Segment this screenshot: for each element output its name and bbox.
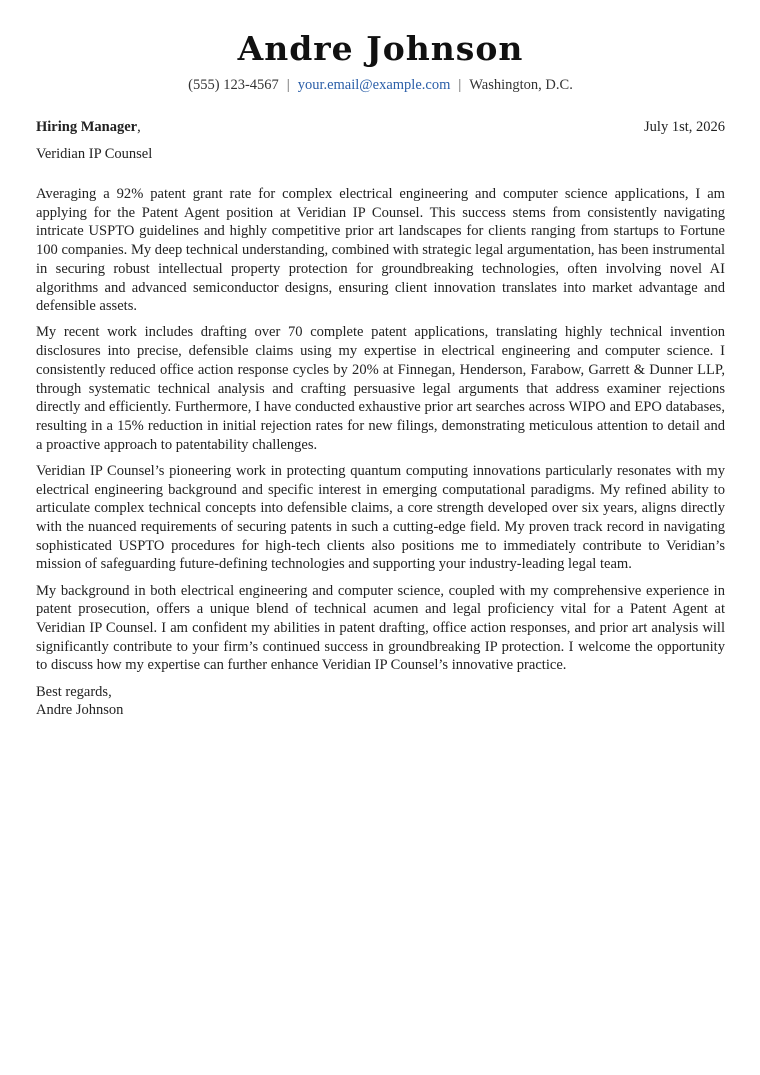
paragraph: Veridian IP Counsel’s pioneering work in protecting quantum computing innovations particularly resonates with my electrical engineering background and specific interest in emerging computational paradigms. My refined ability to articulate complex technical concepts into defensible claims, a core strength developed over six years, aligns directly with the nuanced requirements of securing patents in such a cutting-edge field. My proven track record in navigating sophisticated USPTO procedures for high-tech clients also positions me to immediately contribute to Veridian’s mission of safeguarding future-defining technologies and supporting your industry-leading legal team. xyxy=(36,462,725,573)
paragraph: My recent work includes drafting over 70 complete patent applications, translating highly technical invention disclosures into precise, defensible claims using my expertise in electrical engineering and computer science. I consistently reduced office action response cycles by 20% at Finnegan, Henderson, Farabow, Garrett & Dunner LLP, through systematic technical analysis and crafting persuasive legal arguments that address examiner rejections directly and efficiently. Furthermore, I have conducted exhaustive prior art searches across WIPO and EPO databases, resulting in a 15% reduction in initial rejection rates for new filings, demonstrating meticulous attention to detail and a proactive approach to patentability challenges. xyxy=(36,324,725,453)
phone-number: (555) 123-4567 xyxy=(188,77,279,93)
separator: | xyxy=(286,77,290,93)
recipient-suffix: , xyxy=(137,119,141,135)
contact-line xyxy=(36,76,725,94)
separator: | xyxy=(458,77,462,93)
paragraph: My background in both electrical engineering and computer science, coupled with my comprehensive experience in patent prosecution, offers a unique blend of technical acumen and legal proficiency vital for a Patent Agent at Veridian IP Counsel. I am confident my abilities in patent drafting, office action responses, and prior art analysis will significantly contribute to your firm’s continued success in groundbreaking IP protection. I welcome the opportunity to discuss how my expertise can further enhance Veridian IP Counsel’s innovative practice. xyxy=(36,582,725,674)
recipient-name: Hiring Manager xyxy=(36,119,138,135)
applicant-name: Andre Johnson xyxy=(237,29,524,68)
letter-date: July 1st, 2026 xyxy=(644,119,725,135)
recipient xyxy=(36,118,141,136)
letter-body xyxy=(36,185,725,675)
paragraph: Averaging a 92% patent grant rate for complex electrical engineering and computer science applications, I am applying for the Patent Agent position at Veridian IP Counsel. This success stems from consistently navigating intricate USPTO guidelines and highly competitive prior art landscapes for clients ranging from startups to Fortune 100 companies. My deep technical understanding, combined with strategic legal argumentation, has been instrumental in securing robust intellectual property protection for groundbreaking technologies, often involving novel AI algorithms and advanced semiconductor designs, ensuring client innovation translates into market advantage and defensible assets. xyxy=(36,186,725,315)
cover-letter-page xyxy=(36,0,725,720)
closing-salutation: Best regards, xyxy=(36,683,112,700)
signature-name: Andre Johnson xyxy=(36,702,124,719)
email-link[interactable]: your.email@example.com xyxy=(297,77,451,93)
location: Washington, D.C. xyxy=(469,77,573,93)
letter-closing xyxy=(36,683,725,720)
company-name: Veridian IP Counsel xyxy=(36,146,153,162)
recipient-date-row xyxy=(36,118,725,136)
